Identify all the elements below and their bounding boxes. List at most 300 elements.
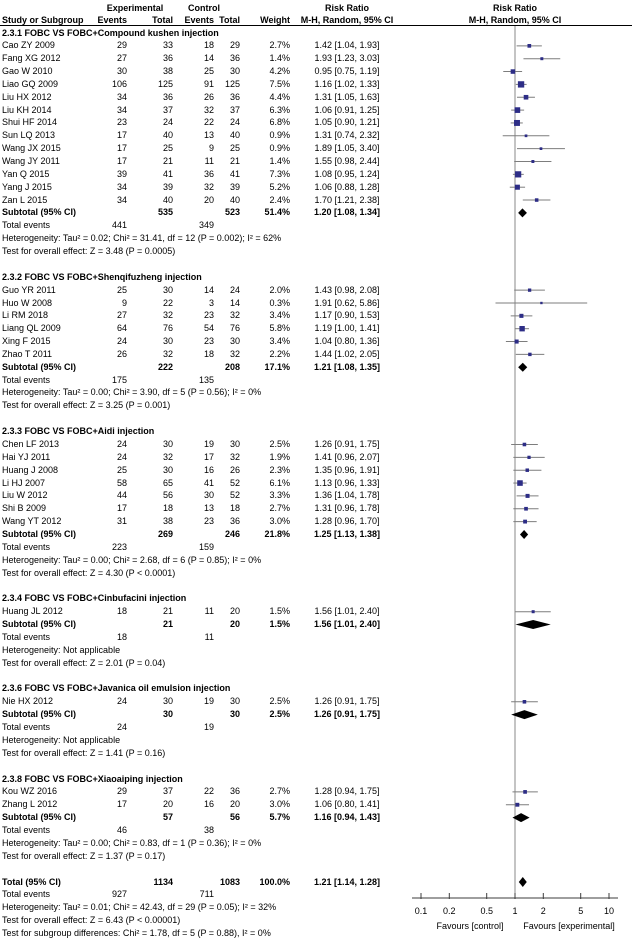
weight: 3.4% — [269, 310, 290, 321]
section-title-row — [0, 683, 632, 694]
subtotal-weight: 17.1% — [264, 361, 290, 372]
exp-total: 76 — [162, 323, 173, 334]
weight: 2.5% — [269, 439, 290, 449]
exp-events: 106 — [111, 78, 127, 89]
risk-ratio-ci: 1.13 [0.96, 1.33] — [314, 477, 380, 488]
ctrl-total: 29 — [229, 40, 240, 51]
risk-ratio-ci: 1.17 [0.90, 1.53] — [314, 310, 380, 321]
exp-total: 37 — [162, 104, 173, 115]
header-total-ctrl: Total — [219, 15, 240, 25]
exp-total: 21 — [162, 606, 173, 617]
subtotal-row — [0, 207, 632, 218]
heterogeneity-row — [0, 902, 632, 913]
weight: 6.3% — [269, 104, 290, 115]
heterogeneity-text: Heterogeneity: Not applicable — [2, 734, 121, 745]
risk-ratio-ci: 1.93 [1.23, 3.03] — [314, 53, 380, 64]
weight: 7.3% — [269, 168, 290, 179]
exp-events: 25 — [116, 284, 127, 295]
study-name: Yan Q 2015 — [2, 168, 50, 179]
ctrl-events: 18 — [203, 348, 214, 359]
subtotal-risk-ratio-ci: 1.56 [1.01, 2.40] — [313, 619, 381, 630]
risk-ratio-ci: 1.31 [0.96, 1.78] — [314, 503, 380, 514]
subgroup-diff-text: Test for subgroup differences: Chi² = 1.78, df = 5 (P = 0.88), I² = 0% — [2, 927, 271, 938]
ctrl-events: 17 — [203, 451, 214, 462]
ctrl-events: 11 — [204, 156, 214, 166]
section-title-row — [0, 28, 632, 39]
weight: 2.7% — [269, 40, 290, 51]
header-rule — [0, 25, 632, 26]
overall-effect-row — [0, 851, 632, 862]
ctrl-total: 21 — [229, 156, 240, 166]
overall-effect-row — [0, 915, 632, 926]
subtotal-weight: 2.5% — [269, 709, 290, 720]
total-label: Total (95% CI) — [2, 876, 61, 887]
axis-tick-label: 0.2 — [443, 906, 456, 916]
ctrl-total: 18 — [229, 503, 240, 514]
weight: 2.7% — [269, 786, 290, 797]
section-title-row — [0, 774, 632, 785]
heterogeneity-text: Heterogeneity: Tau² = 0.01; Chi² = 42.43, df = 29 (P = 0.05); I² = 32% — [2, 902, 277, 913]
total-events-exp: 46 — [116, 824, 127, 835]
study-name: Wang YT 2012 — [2, 516, 62, 527]
study-row — [0, 105, 632, 116]
study-name: Cao ZY 2009 — [2, 40, 55, 51]
subtotal-ctrl-total: 20 — [229, 619, 240, 630]
study-row — [0, 503, 632, 514]
subtotal-ctrl-total: 30 — [229, 709, 240, 720]
axis-tick-label: 0.1 — [414, 906, 428, 916]
total-events-row — [0, 220, 632, 231]
risk-ratio-ci: 1.41 [0.96, 2.07] — [314, 451, 380, 462]
study-row — [0, 336, 632, 347]
axis-tick-label: 1 — [512, 906, 518, 916]
total-events-label: Total events — [2, 824, 51, 835]
weight: 3.3% — [269, 490, 290, 501]
study-row — [0, 130, 632, 141]
subtotal-label: Subtotal (95% CI) — [2, 361, 77, 372]
overall-effect-text: Test for overall effect: Z = 3.25 (P = 0.001) — [2, 400, 171, 411]
ctrl-events: 16 — [203, 464, 214, 475]
axis-tick-label: 0.5 — [480, 906, 493, 916]
total-events-ctrl: 349 — [198, 220, 214, 231]
study-row — [0, 143, 632, 154]
weight: 2.4% — [269, 194, 290, 205]
exp-total: 22 — [162, 297, 173, 308]
ctrl-events: 19 — [203, 696, 214, 707]
study-name: Shui HF 2014 — [2, 117, 58, 128]
study-name: Wang JY 2011 — [2, 156, 60, 166]
exp-events: 29 — [116, 786, 127, 797]
risk-ratio-ci: 1.35 [0.96, 1.91] — [314, 464, 380, 475]
section-title-row — [0, 593, 632, 604]
ctrl-events: 36 — [203, 168, 214, 179]
total-events-label: Total events — [2, 722, 51, 732]
exp-total: 30 — [162, 439, 173, 449]
total-events-exp: 175 — [111, 374, 127, 385]
risk-ratio-ci: 1.28 [0.94, 1.75] — [314, 786, 380, 797]
study-name: Sun LQ 2013 — [2, 130, 56, 141]
exp-total: 21 — [162, 156, 173, 166]
risk-ratio-ci: 1.06 [0.80, 1.41] — [314, 799, 380, 810]
overall-effect-text: Test for overall effect: Z = 2.01 (P = 0.04) — [2, 657, 166, 668]
exp-total: 40 — [162, 130, 173, 141]
weight: 3.0% — [269, 799, 290, 810]
study-name: Li RM 2018 — [2, 310, 49, 321]
study-row — [0, 516, 632, 527]
ctrl-total: 39 — [229, 181, 240, 192]
subtotal-label: Subtotal (95% CI) — [2, 619, 77, 630]
axis-label-favours-control: Favours [control] — [436, 921, 504, 931]
exp-events: 24 — [116, 336, 127, 347]
ctrl-events: 14 — [203, 53, 214, 64]
total-events-label: Total events — [2, 220, 51, 231]
ctrl-events: 41 — [203, 477, 214, 488]
total-events-row — [0, 375, 632, 386]
study-row — [0, 40, 632, 51]
exp-events: 9 — [121, 297, 127, 308]
risk-ratio-ci: 1.91 [0.62, 5.86] — [314, 297, 380, 308]
exp-total: 25 — [162, 143, 173, 154]
subtotal-ctrl-total: 523 — [224, 207, 240, 218]
heterogeneity-text: Heterogeneity: Tau² = 0.00; Chi² = 0.83, df = 1 (P = 0.36); I² = 0% — [2, 837, 262, 848]
total-events-row — [0, 889, 632, 900]
subtotal-label: Subtotal (95% CI) — [2, 528, 77, 539]
study-row — [0, 285, 632, 296]
header-mh-left: M-H, Random, 95% CI — [300, 15, 394, 25]
weight: 1.4% — [269, 156, 290, 166]
study-name: Wang JX 2015 — [2, 143, 61, 154]
weight: 6.1% — [269, 477, 290, 488]
ctrl-events: 23 — [203, 336, 214, 347]
risk-ratio-ci: 1.06 [0.91, 1.25] — [314, 104, 380, 115]
study-row — [0, 169, 632, 180]
exp-total: 20 — [162, 799, 173, 810]
weight: 2.2% — [269, 348, 290, 359]
overall-effect-row — [0, 400, 632, 411]
study-row — [0, 117, 632, 128]
ctrl-events: 22 — [203, 786, 214, 797]
ctrl-events: 91 — [203, 78, 214, 89]
overall-effect-row — [0, 246, 632, 257]
subtotal-ctrl-total: 56 — [229, 812, 240, 823]
weight: 0.3% — [269, 297, 290, 308]
study-name: Kou WZ 2016 — [2, 786, 58, 797]
exp-total: 30 — [162, 464, 173, 475]
exp-events: 34 — [116, 91, 127, 102]
ctrl-total: 36 — [229, 91, 240, 102]
ctrl-events: 13 — [203, 130, 214, 141]
ctrl-events: 25 — [203, 66, 214, 77]
ctrl-total: 25 — [229, 143, 240, 154]
study-name: Xing F 2015 — [2, 336, 51, 347]
weight: 2.5% — [269, 696, 290, 707]
exp-events: 39 — [116, 168, 127, 179]
exp-total: 32 — [162, 348, 173, 359]
exp-events: 58 — [116, 477, 127, 488]
risk-ratio-ci: 1.36 [1.04, 1.78] — [314, 490, 380, 501]
risk-ratio-ci: 1.05 [0.90, 1.21] — [314, 117, 380, 128]
exp-total: 39 — [162, 181, 173, 192]
subtotal-exp-total: 222 — [157, 361, 173, 372]
ctrl-total: 24 — [229, 284, 240, 295]
study-row — [0, 79, 632, 90]
study-row — [0, 310, 632, 321]
risk-ratio-ci: 1.08 [0.95, 1.24] — [314, 168, 380, 179]
exp-total: 32 — [162, 451, 173, 462]
weight: 0.9% — [269, 130, 290, 141]
ctrl-total: 20 — [229, 799, 240, 810]
subtotal-row — [0, 812, 632, 823]
risk-ratio-ci: 1.26 [0.91, 1.75] — [314, 696, 380, 707]
weight: 2.3% — [269, 464, 290, 475]
exp-events: 25 — [116, 464, 127, 475]
heterogeneity-row — [0, 387, 632, 398]
subtotal-weight: 5.7% — [269, 812, 290, 823]
header-events-ctrl: Events — [184, 15, 214, 25]
overall-effect-row — [0, 658, 632, 669]
exp-events: 17 — [116, 503, 127, 514]
study-name: Li HJ 2007 — [2, 477, 46, 488]
risk-ratio-ci: 1.28 [0.96, 1.70] — [314, 516, 380, 527]
ctrl-events: 3 — [208, 297, 214, 308]
header-events-exp: Events — [97, 15, 127, 25]
ctrl-events: 19 — [203, 439, 214, 449]
total-events-row — [0, 542, 632, 553]
risk-ratio-ci: 1.31 [1.05, 1.63] — [314, 91, 380, 102]
study-name: Gao W 2010 — [2, 66, 53, 77]
weight: 4.4% — [269, 91, 290, 102]
exp-total: 32 — [162, 310, 173, 321]
total-events-row — [0, 825, 632, 836]
risk-ratio-ci: 1.06 [0.88, 1.28] — [314, 181, 380, 192]
ctrl-total: 14 — [229, 297, 240, 308]
heterogeneity-row — [0, 838, 632, 849]
overall-effect-text: Test for overall effect: Z = 6.43 (P < 0.00001) — [2, 915, 181, 926]
study-name: Guo YR 2011 — [2, 284, 56, 295]
exp-events: 24 — [116, 451, 127, 462]
ctrl-total: 37 — [229, 104, 240, 115]
study-row — [0, 478, 632, 489]
exp-total: 41 — [162, 168, 173, 179]
exp-events: 34 — [116, 104, 127, 115]
subtotal-label: Subtotal (95% CI) — [2, 812, 77, 823]
subtotal-ctrl-total: 208 — [224, 361, 240, 372]
subtotal-risk-ratio-ci: 1.20 [1.08, 1.34] — [313, 207, 381, 218]
total-ctrl-total: 1083 — [219, 876, 240, 887]
study-name: Liu KH 2014 — [2, 104, 52, 115]
study-row — [0, 606, 632, 617]
subtotal-risk-ratio-ci: 1.21 [1.08, 1.35] — [313, 361, 381, 372]
ctrl-events: 26 — [203, 91, 214, 102]
total-events-ctrl: 135 — [198, 374, 214, 385]
exp-events: 17 — [116, 130, 127, 141]
study-row — [0, 323, 632, 334]
ctrl-total: 125 — [224, 78, 240, 89]
ctrl-total: 30 — [229, 696, 240, 707]
study-name: Huo W 2008 — [2, 297, 53, 308]
subtotal-row — [0, 362, 632, 373]
total-events-label: Total events — [2, 541, 51, 552]
heterogeneity-text: Heterogeneity: Tau² = 0.00; Chi² = 3.90, df = 5 (P = 0.56); I² = 0% — [2, 387, 262, 398]
exp-events: 31 — [116, 516, 127, 527]
weight: 2.0% — [269, 284, 290, 295]
ctrl-total: 52 — [229, 490, 240, 501]
total-exp-total: 1134 — [153, 876, 173, 887]
section-title: 2.3.8 FOBC VS FOBC+Xiaoaiping injection — [2, 773, 183, 784]
exp-events: 64 — [116, 323, 127, 334]
weight: 3.0% — [269, 516, 290, 527]
study-name: Zhang L 2012 — [2, 799, 58, 810]
subtotal-risk-ratio-ci: 1.16 [0.94, 1.43] — [313, 812, 381, 823]
study-row — [0, 182, 632, 193]
subgroup-diff-row — [0, 928, 632, 939]
exp-events: 30 — [116, 66, 127, 77]
total-weight: 100.0% — [259, 876, 290, 887]
axis-tick-label: 10 — [603, 906, 615, 916]
total-events-exp: 927 — [111, 889, 127, 900]
weight: 0.9% — [269, 143, 290, 154]
section-title: 2.3.4 FOBC VS FOBC+Cinbufacini injection — [2, 593, 187, 604]
axis-label-favours-experimental: Favours [experimental] — [523, 921, 615, 931]
exp-events: 26 — [116, 348, 127, 359]
risk-ratio-ci: 1.19 [1.00, 1.41] — [314, 323, 380, 334]
ctrl-total: 36 — [229, 516, 240, 527]
total-events-ctrl: 38 — [203, 824, 214, 835]
exp-events: 23 — [116, 117, 127, 128]
study-row — [0, 452, 632, 463]
overall-effect-text: Test for overall effect: Z = 4.30 (P < 0.0001) — [2, 567, 176, 578]
exp-events: 17 — [116, 156, 127, 166]
exp-total: 30 — [162, 284, 173, 295]
ctrl-total: 32 — [229, 451, 240, 462]
weight: 5.8% — [269, 323, 290, 334]
weight: 5.2% — [269, 181, 290, 192]
study-row — [0, 439, 632, 450]
total-row — [0, 877, 632, 888]
header-risk-ratio-left: Risk Ratio — [324, 3, 369, 13]
exp-events: 24 — [116, 696, 127, 707]
heterogeneity-text: Heterogeneity: Not applicable — [2, 644, 121, 655]
study-name: Chen LF 2013 — [2, 439, 60, 449]
risk-ratio-ci: 1.43 [0.98, 2.08] — [314, 284, 380, 295]
heterogeneity-row — [0, 735, 632, 746]
study-row — [0, 799, 632, 810]
study-name: Liu W 2012 — [2, 490, 48, 501]
ctrl-events: 16 — [203, 799, 214, 810]
ctrl-total: 40 — [229, 194, 240, 205]
risk-ratio-ci: 1.70 [1.21, 2.38] — [314, 194, 380, 205]
weight: 1.4% — [269, 53, 290, 64]
subtotal-weight: 51.4% — [264, 207, 290, 218]
section-title-row — [0, 272, 632, 283]
total-events-ctrl: 19 — [203, 722, 214, 732]
risk-ratio-ci: 0.95 [0.75, 1.19] — [314, 66, 380, 77]
section-title-row — [0, 426, 632, 437]
study-row — [0, 465, 632, 476]
exp-events: 24 — [116, 439, 127, 449]
heterogeneity-row — [0, 645, 632, 656]
ctrl-events: 32 — [203, 104, 214, 115]
subtotal-weight: 1.5% — [269, 619, 290, 630]
section-title: 2.3.3 FOBC VS FOBC+Aidi injection — [2, 426, 155, 437]
subtotal-row — [0, 619, 632, 630]
study-name: Fang XG 2012 — [2, 53, 61, 64]
total-events-row — [0, 722, 632, 733]
exp-events: 27 — [116, 53, 127, 64]
weight: 1.9% — [269, 451, 290, 462]
ctrl-total: 52 — [229, 477, 240, 488]
subtotal-row — [0, 709, 632, 720]
ctrl-events: 54 — [203, 323, 214, 334]
exp-total: 18 — [162, 503, 173, 514]
study-name: Nie HX 2012 — [2, 696, 54, 707]
exp-events: 44 — [116, 490, 127, 501]
ctrl-events: 20 — [203, 194, 214, 205]
exp-total: 36 — [162, 53, 173, 64]
study-name: Huang J 2008 — [2, 464, 59, 475]
ctrl-total: 76 — [229, 323, 240, 334]
header-risk-ratio-plot: Risk Ratio — [492, 3, 537, 13]
subtotal-exp-total: 21 — [162, 619, 173, 630]
header-group-experimental: Experimental — [106, 3, 164, 13]
ctrl-total: 30 — [229, 439, 240, 449]
exp-events: 34 — [116, 194, 127, 205]
exp-events: 18 — [116, 606, 127, 617]
study-name: Liu HX 2012 — [2, 91, 52, 102]
total-events-label: Total events — [2, 631, 51, 642]
exp-total: 38 — [162, 66, 173, 77]
total-events-ctrl: 159 — [198, 541, 214, 552]
exp-events: 17 — [116, 143, 127, 154]
study-row — [0, 156, 632, 167]
exp-events: 17 — [116, 799, 127, 810]
subtotal-exp-total: 535 — [157, 207, 173, 218]
exp-total: 65 — [162, 477, 173, 488]
exp-total: 24 — [162, 117, 173, 128]
study-name: Liao GQ 2009 — [2, 78, 59, 89]
heterogeneity-text: Heterogeneity: Tau² = 0.02; Chi² = 31.41, df = 12 (P = 0.002); I² = 62% — [2, 233, 282, 244]
exp-total: 30 — [162, 336, 173, 347]
study-name: Zhao T 2011 — [2, 348, 53, 359]
total-events-exp: 441 — [111, 220, 127, 231]
heterogeneity-text: Heterogeneity: Tau² = 0.00; Chi² = 2.68, df = 6 (P = 0.85); I² = 0% — [2, 554, 262, 565]
heterogeneity-row — [0, 233, 632, 244]
risk-ratio-ci: 1.44 [1.02, 2.05] — [314, 348, 380, 359]
overall-effect-text: Test for overall effect: Z = 1.37 (P = 0.17) — [2, 850, 166, 861]
ctrl-total: 30 — [229, 66, 240, 77]
exp-total: 33 — [162, 40, 173, 51]
ctrl-total: 41 — [229, 168, 240, 179]
header-study: Study or Subgroup — [2, 15, 84, 25]
total-events-label: Total events — [2, 374, 51, 385]
header-total-exp: Total — [152, 15, 173, 25]
study-name: Zan L 2015 — [2, 194, 48, 205]
ctrl-total: 40 — [229, 130, 240, 141]
risk-ratio-ci: 1.31 [0.74, 2.32] — [314, 130, 380, 141]
weight: 7.5% — [269, 78, 290, 89]
total-events-exp: 223 — [111, 541, 127, 552]
header-weight: Weight — [260, 15, 290, 25]
study-row — [0, 53, 632, 64]
subtotal-label: Subtotal (95% CI) — [2, 709, 77, 720]
exp-events: 34 — [116, 181, 127, 192]
ctrl-events: 30 — [203, 490, 214, 501]
exp-total: 36 — [162, 91, 173, 102]
ctrl-total: 24 — [229, 117, 240, 128]
exp-total: 37 — [162, 786, 173, 797]
overall-effect-text: Test for overall effect: Z = 1.41 (P = 0.16) — [2, 747, 166, 758]
axis-tick-label: 2 — [540, 906, 546, 916]
